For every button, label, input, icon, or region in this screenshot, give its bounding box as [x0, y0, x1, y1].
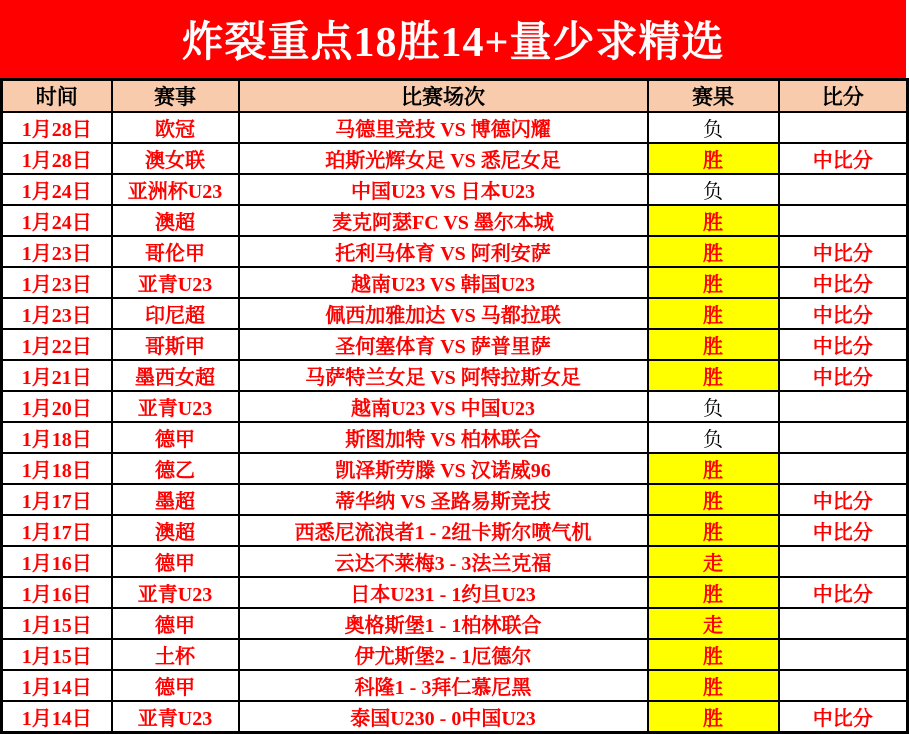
score-note: 中比分 — [779, 484, 908, 515]
table-row — [2, 546, 908, 577]
table-row — [2, 391, 908, 422]
result-badge: 负 — [648, 422, 779, 453]
result-badge: 胜 — [648, 205, 779, 236]
result-badge: 走 — [648, 546, 779, 577]
league-name: 墨西女超 — [112, 360, 239, 391]
league-name: 德甲 — [112, 608, 239, 639]
table-row — [2, 236, 908, 267]
league-name: 哥斯甲 — [112, 329, 239, 360]
result-badge: 胜 — [648, 267, 779, 298]
score-note: 中比分 — [779, 701, 908, 733]
result-badge: 胜 — [648, 484, 779, 515]
table-row — [2, 112, 908, 143]
league-name: 墨超 — [112, 484, 239, 515]
score-note: 中比分 — [779, 236, 908, 267]
table-row — [2, 174, 908, 205]
league-name: 德乙 — [112, 453, 239, 484]
match-date: 1月14日 — [2, 670, 112, 701]
score-note: 中比分 — [779, 360, 908, 391]
results-table — [0, 78, 909, 734]
match-date: 1月16日 — [2, 546, 112, 577]
match-fixture: 越南U23 VS 韩国U23 — [239, 267, 648, 298]
league-name: 土杯 — [112, 639, 239, 670]
match-fixture: 珀斯光辉女足 VS 悉尼女足 — [239, 143, 648, 174]
result-badge: 胜 — [648, 298, 779, 329]
match-fixture: 佩西加雅加达 VS 马都拉联 — [239, 298, 648, 329]
league-name: 亚青U23 — [112, 701, 239, 733]
score-note — [779, 453, 908, 484]
result-badge: 胜 — [648, 701, 779, 733]
league-name: 亚青U23 — [112, 391, 239, 422]
table-row — [2, 515, 908, 546]
match-date: 1月28日 — [2, 143, 112, 174]
match-fixture: 越南U23 VS 中国U23 — [239, 391, 648, 422]
score-note: 中比分 — [779, 515, 908, 546]
column-header-time: 时间 — [2, 80, 112, 113]
match-date: 1月17日 — [2, 515, 112, 546]
score-note — [779, 670, 908, 701]
result-badge: 负 — [648, 174, 779, 205]
match-date: 1月14日 — [2, 701, 112, 733]
match-fixture: 马德里竞技 VS 博德闪耀 — [239, 112, 648, 143]
score-note — [779, 546, 908, 577]
promo-banner — [0, 0, 906, 78]
result-badge: 胜 — [648, 577, 779, 608]
score-note — [779, 422, 908, 453]
league-name: 亚洲杯U23 — [112, 174, 239, 205]
table-row — [2, 298, 908, 329]
table-row — [2, 453, 908, 484]
table-row — [2, 422, 908, 453]
match-date: 1月24日 — [2, 205, 112, 236]
match-fixture: 马萨特兰女足 VS 阿特拉斯女足 — [239, 360, 648, 391]
league-name: 德甲 — [112, 546, 239, 577]
match-date: 1月22日 — [2, 329, 112, 360]
league-name: 德甲 — [112, 670, 239, 701]
score-note — [779, 205, 908, 236]
result-badge: 胜 — [648, 236, 779, 267]
table-row — [2, 577, 908, 608]
table-row — [2, 701, 908, 733]
table-row — [2, 360, 908, 391]
score-note: 中比分 — [779, 577, 908, 608]
match-date: 1月15日 — [2, 608, 112, 639]
column-header-score: 比分 — [779, 80, 908, 113]
match-fixture: 伊尤斯堡2 - 1厄德尔 — [239, 639, 648, 670]
match-date: 1月28日 — [2, 112, 112, 143]
match-date: 1月15日 — [2, 639, 112, 670]
table-row — [2, 670, 908, 701]
league-name: 澳超 — [112, 515, 239, 546]
table-row — [2, 608, 908, 639]
table-row — [2, 639, 908, 670]
match-fixture: 斯图加特 VS 柏林联合 — [239, 422, 648, 453]
result-badge: 胜 — [648, 670, 779, 701]
table-row — [2, 329, 908, 360]
result-badge: 胜 — [648, 329, 779, 360]
match-date: 1月16日 — [2, 577, 112, 608]
result-badge: 负 — [648, 391, 779, 422]
match-fixture: 泰国U230 - 0中国U23 — [239, 701, 648, 733]
table-row — [2, 143, 908, 174]
match-date: 1月23日 — [2, 236, 112, 267]
result-badge: 胜 — [648, 143, 779, 174]
match-fixture: 日本U231 - 1约旦U23 — [239, 577, 648, 608]
table-row — [2, 484, 908, 515]
match-date: 1月24日 — [2, 174, 112, 205]
table-row — [2, 205, 908, 236]
match-fixture: 科隆1 - 3拜仁慕尼黑 — [239, 670, 648, 701]
league-name: 澳女联 — [112, 143, 239, 174]
league-name: 澳超 — [112, 205, 239, 236]
result-badge: 胜 — [648, 360, 779, 391]
match-fixture: 云达不莱梅3 - 3法兰克福 — [239, 546, 648, 577]
score-note — [779, 639, 908, 670]
score-note — [779, 112, 908, 143]
match-fixture: 奥格斯堡1 - 1柏林联合 — [239, 608, 648, 639]
match-date: 1月18日 — [2, 453, 112, 484]
score-note: 中比分 — [779, 329, 908, 360]
league-name: 哥伦甲 — [112, 236, 239, 267]
match-date: 1月21日 — [2, 360, 112, 391]
score-note: 中比分 — [779, 143, 908, 174]
match-fixture: 蒂华纳 VS 圣路易斯竞技 — [239, 484, 648, 515]
score-note: 中比分 — [779, 267, 908, 298]
match-date: 1月23日 — [2, 267, 112, 298]
match-fixture: 麦克阿瑟FC VS 墨尔本城 — [239, 205, 648, 236]
score-note — [779, 174, 908, 205]
match-fixture: 西悉尼流浪者1 - 2纽卡斯尔喷气机 — [239, 515, 648, 546]
league-name: 印尼超 — [112, 298, 239, 329]
table-header-row — [2, 80, 908, 113]
result-badge: 走 — [648, 608, 779, 639]
match-fixture: 托利马体育 VS 阿利安萨 — [239, 236, 648, 267]
result-badge: 胜 — [648, 639, 779, 670]
match-date: 1月17日 — [2, 484, 112, 515]
league-name: 亚青U23 — [112, 577, 239, 608]
league-name: 欧冠 — [112, 112, 239, 143]
score-note — [779, 391, 908, 422]
column-header-fixture: 比赛场次 — [239, 80, 648, 113]
result-badge: 胜 — [648, 515, 779, 546]
match-date: 1月18日 — [2, 422, 112, 453]
result-badge: 胜 — [648, 453, 779, 484]
league-name: 德甲 — [112, 422, 239, 453]
score-note: 中比分 — [779, 298, 908, 329]
column-header-result: 赛果 — [648, 80, 779, 113]
match-date: 1月20日 — [2, 391, 112, 422]
match-fixture: 圣何塞体育 VS 萨普里萨 — [239, 329, 648, 360]
match-date: 1月23日 — [2, 298, 112, 329]
league-name: 亚青U23 — [112, 267, 239, 298]
page-title: 炸裂重点18胜14+量少求精选 — [181, 20, 725, 66]
score-note — [779, 608, 908, 639]
column-header-league: 赛事 — [112, 80, 239, 113]
match-fixture: 凯泽斯劳滕 VS 汉诺威96 — [239, 453, 648, 484]
match-fixture: 中国U23 VS 日本U23 — [239, 174, 648, 205]
table-row — [2, 267, 908, 298]
result-badge: 负 — [648, 112, 779, 143]
